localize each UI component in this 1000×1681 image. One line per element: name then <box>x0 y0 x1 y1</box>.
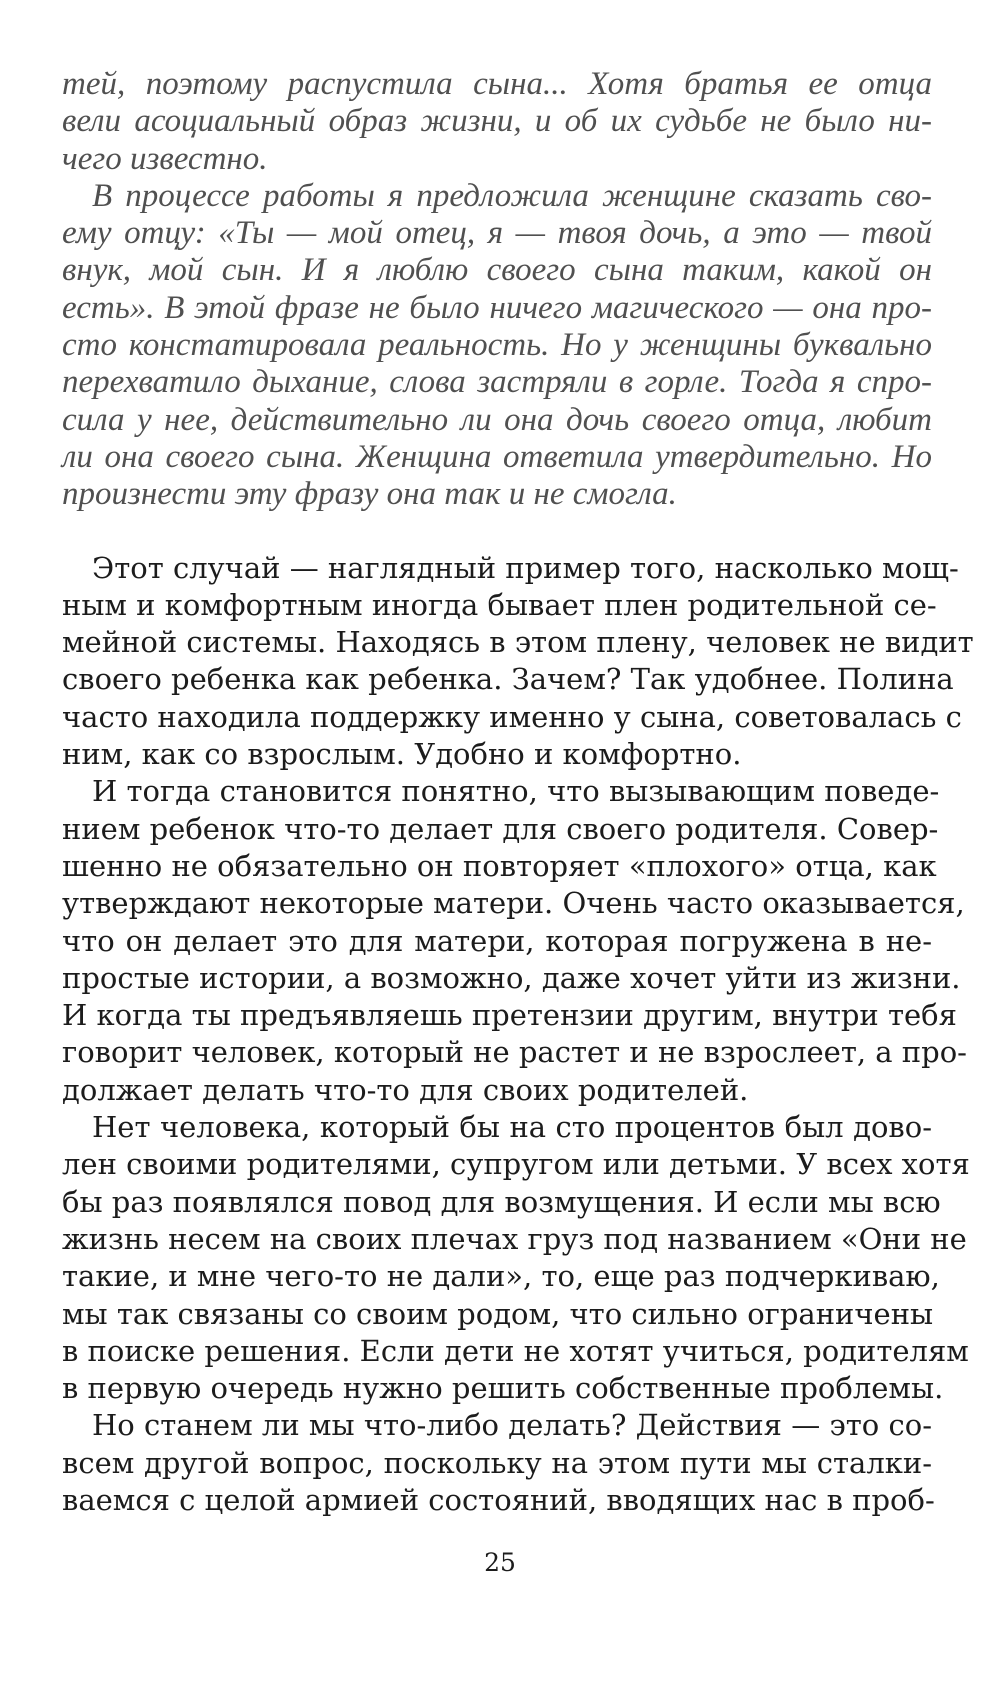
quote-paragraph <box>62 178 932 514</box>
text-line: бы раз появлялся повод для возмущения. И если мы всю <box>62 1184 941 1219</box>
case-quote <box>62 66 932 514</box>
text-line: жизнь несем на своих плечах груз под названием «Они не <box>62 1221 967 1256</box>
text-line: мейной системы. Находясь в этом плену, человек не видит <box>62 625 974 660</box>
text-line: тей, поэтому распустила сына... Хотя братья ее отца <box>62 66 932 102</box>
text-line: мы так связаны со своим родом, что сильно ограничены <box>62 1296 934 1331</box>
body-paragraph <box>62 550 974 774</box>
text-line: часто находила поддержку именно у сына, советовалась с <box>62 699 962 734</box>
text-line: произнести эту фразу она так и не смогла. <box>62 476 677 513</box>
text-line: перехватило дыхание, слова застряли в горле. Тогда я спро- <box>62 364 932 401</box>
text-line: утверждают некоторые матери. Очень часто оказывается, <box>62 886 965 921</box>
text-line: что он делает это для матери, которая погружена в не- <box>62 923 932 958</box>
text-line: шенно не обязательно он повторяет «плохого» отца, как <box>62 848 937 883</box>
text-line: Но станем ли мы что-либо делать? Действия — это со- <box>92 1408 932 1443</box>
text-line: есть». В этой фразе не было ничего магического — она про- <box>62 289 932 326</box>
text-line: В процессе работы я предложила женщине сказать сво- <box>92 177 932 214</box>
body-paragraph <box>62 1407 935 1519</box>
text-line: ваемся с целой армией состояний, вводящих нас в проб- <box>62 1482 935 1517</box>
text-line: вели асоциальный образ жизни, и об их судьбе не было ни- <box>62 103 932 140</box>
text-line: внук, мой сын. И я люблю своего сына таким, какой он <box>62 252 932 289</box>
text-line: ным и комфортным иногда бывает плен родительной се- <box>62 587 937 622</box>
text-line: своего ребенка как ребенка. Зачем? Так удобнее. Полина <box>62 662 954 697</box>
text-line: говорит человек, который не растет и не взрослеет, а про- <box>62 1035 967 1070</box>
quote-paragraph <box>62 66 932 178</box>
text-line: Этот случай — наглядный пример того, насколько мощ- <box>92 550 959 585</box>
section-gap <box>62 514 932 550</box>
text-line: в первую очередь нужно решить собственные проблемы. <box>62 1371 944 1406</box>
text-line: лен своими родителями, супругом или детьми. У всех хотя <box>62 1147 970 1182</box>
page-number: 25 <box>484 1548 516 1577</box>
text-line: Нет человека, который бы на сто процентов был дово- <box>92 1110 932 1145</box>
text-line: чего известно. <box>62 140 268 177</box>
text-line: сто констатировала реальность. Но у женщины буквально <box>62 327 932 364</box>
text-line: должает делать что-то для своих родителей. <box>62 1072 749 1107</box>
body-paragraph <box>62 1109 970 1407</box>
text-line: в поиске решения. Если дети не хотят учиться, родителям <box>62 1333 969 1368</box>
text-line: И тогда становится понятно, что вызывающим поведе- <box>92 774 940 809</box>
text-line: И когда ты предъявляешь претензии другим, внутри тебя <box>62 998 957 1033</box>
text-line: простые истории, а возможно, даже хочет уйти из жизни. <box>62 960 961 995</box>
text-line: всем другой вопрос, поскольку на этом пути мы сталки- <box>62 1445 932 1480</box>
text-line: ним, как со взрослым. Удобно и комфортно. <box>62 737 742 772</box>
main-text <box>62 550 974 1520</box>
body-paragraph <box>62 773 967 1109</box>
text-line: нием ребенок что-то делает для своего родителя. Совер- <box>62 811 939 846</box>
text-line: сила у нее, действительно ли она дочь своего отца, любит <box>62 401 932 438</box>
text-line: ли она своего сына. Женщина ответила утвердительно. Но <box>62 438 932 475</box>
text-line: ему отцу: «Ты — мой отец, я — твоя дочь, а это — твой <box>62 215 932 252</box>
book-page <box>62 66 974 1666</box>
text-line: такие, и мне чего-то не дали», то, еще раз подчеркиваю, <box>62 1259 940 1294</box>
